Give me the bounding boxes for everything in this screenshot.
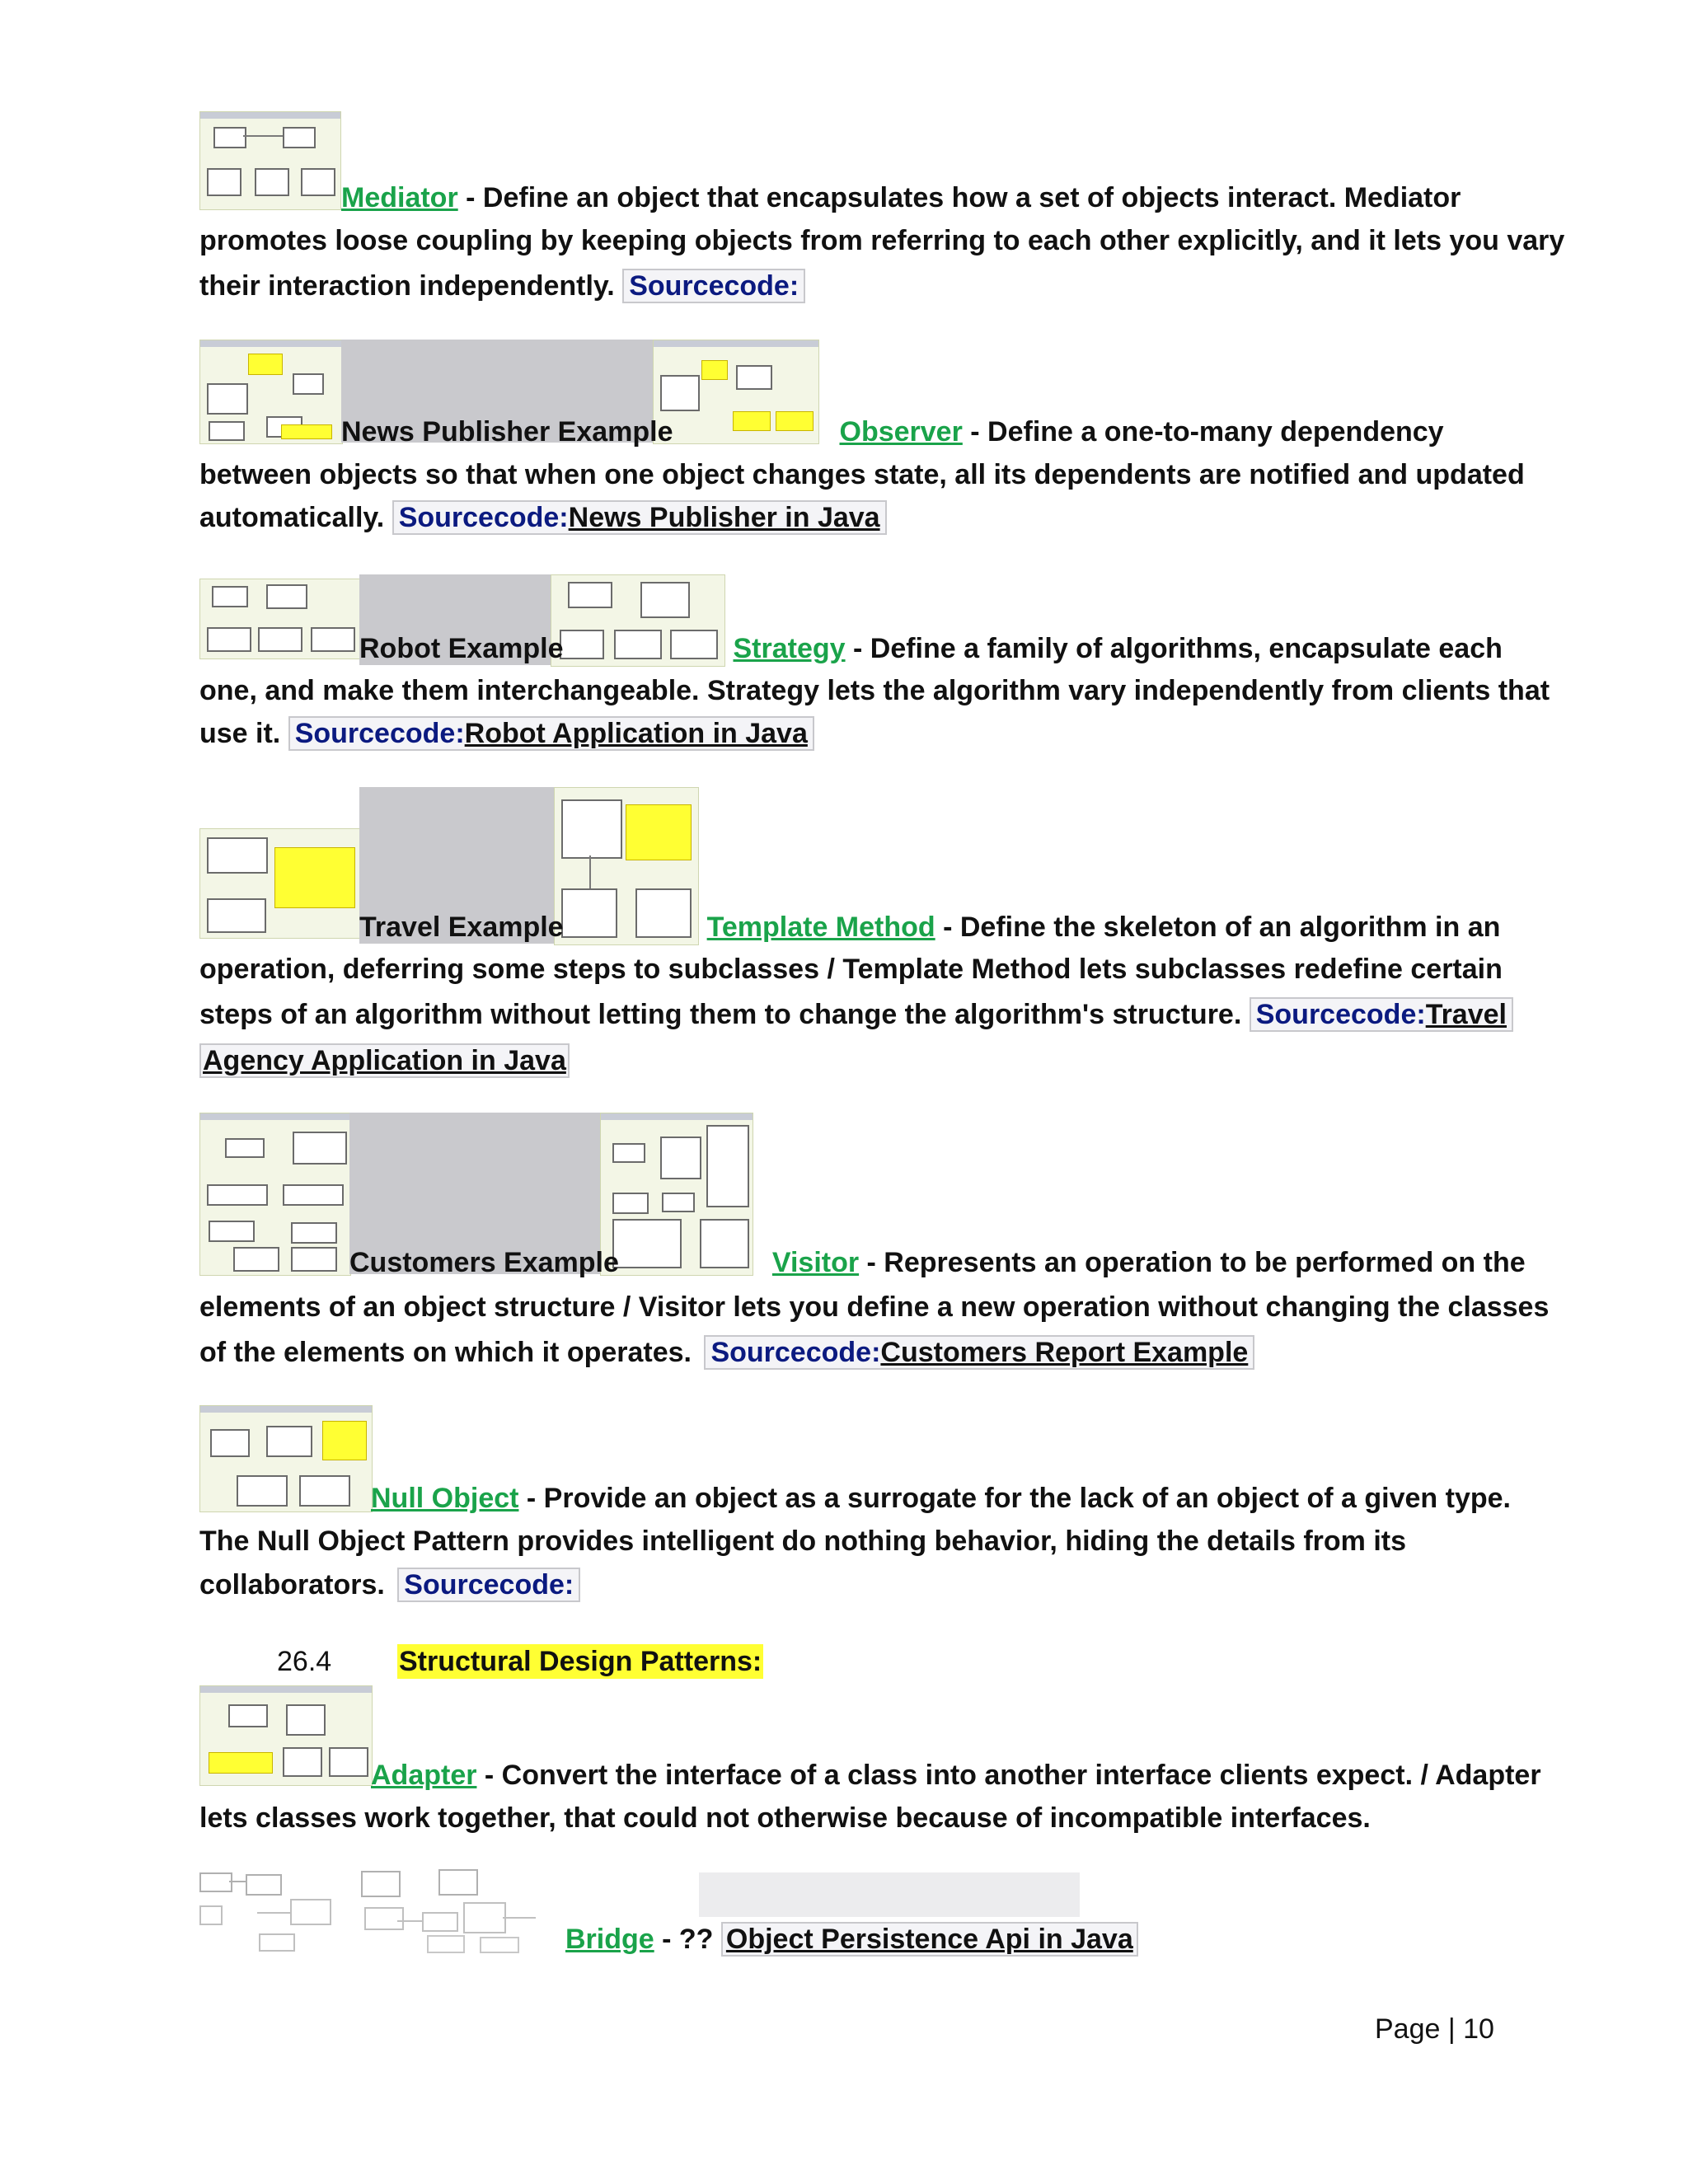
- strategy-line-2: one, and make them interchangeable. Strategy lets the algorithm vary independently from clients that: [199, 675, 1550, 706]
- strategy-diagram-thumbnail-1[interactable]: [199, 579, 361, 659]
- observer-sourcecode-box: [392, 500, 887, 535]
- mediator-line-2: promotes loose coupling by keeping objects from referring to each other explicitly, and it lets you vary: [199, 225, 1565, 256]
- template-method-link[interactable]: Template Method: [706, 912, 935, 943]
- template-method-example-label: Travel Example: [359, 912, 564, 943]
- visitor-line-1: [349, 1241, 1526, 1284]
- strategy-desc-1: - Define a family of algorithms, encapsulate each: [845, 633, 1503, 664]
- mediator-line-1: [341, 176, 1461, 219]
- observer-example-label: News Publisher Example: [341, 416, 673, 448]
- bridge-link[interactable]: Bridge: [565, 1924, 654, 1955]
- strategy-sourcecode-label[interactable]: Sourcecode:: [294, 718, 465, 749]
- strategy-link[interactable]: Strategy: [733, 633, 846, 664]
- mediator-link[interactable]: Mediator: [341, 182, 458, 213]
- mediator-line-3: [199, 265, 805, 307]
- observer-sourcecode-label[interactable]: Sourcecode:: [398, 502, 569, 533]
- bridge-separator: - ??: [654, 1924, 721, 1955]
- observer-line-3: [199, 496, 887, 539]
- visitor-sourcecode-box: [704, 1335, 1254, 1370]
- visitor-desc-1: - Represents an operation to be performed on the: [859, 1247, 1526, 1278]
- template-method-desc-1: - Define the skeleton of an algorithm in an: [935, 912, 1501, 943]
- observer-diagram-thumbnail-1[interactable]: [199, 340, 343, 444]
- visitor-source-link[interactable]: Customers Report Example: [880, 1337, 1249, 1368]
- observer-line-2: between objects so that when one object changes state, all its dependents are notified and updated: [199, 459, 1525, 490]
- template-method-sourcecode-box: [1250, 997, 1513, 1032]
- template-method-line-3: [199, 993, 1513, 1036]
- observer-source-link[interactable]: News Publisher in Java: [568, 502, 880, 533]
- page-number: Page | 10: [1375, 2013, 1494, 2045]
- visitor-example-label: Customers Example: [349, 1247, 619, 1278]
- strategy-desc-3: use it.: [199, 718, 281, 749]
- null-object-line-2: The Null Object Pattern provides intelligent do nothing behavior, hiding the details from its: [199, 1526, 1407, 1557]
- section-number: 26.4: [277, 1646, 332, 1677]
- observer-desc-3: automatically.: [199, 502, 385, 533]
- strategy-source-link[interactable]: Robot Application in Java: [464, 718, 808, 749]
- visitor-link[interactable]: Visitor: [771, 1247, 860, 1278]
- bridge-line-1: [565, 1918, 1138, 1961]
- template-method-source-link-a[interactable]: Travel: [1425, 999, 1507, 1030]
- visitor-desc-3: of the elements on which it operates.: [199, 1337, 692, 1368]
- strategy-sourcecode-box: [288, 716, 814, 751]
- observer-desc-1: - Define a one-to-many dependency: [962, 416, 1444, 448]
- visitor-diagram-thumbnail-1[interactable]: [199, 1113, 351, 1276]
- visitor-sourcecode-label[interactable]: Sourcecode:: [710, 1337, 881, 1368]
- template-method-source-link-b[interactable]: Agency Application in Java: [199, 1043, 570, 1078]
- null-object-desc-3: collaborators.: [199, 1569, 385, 1601]
- template-method-line-2: operation, deferring some steps to subclasses / Template Method lets subclasses redefine certain: [199, 954, 1503, 985]
- visitor-line-3: [199, 1331, 1254, 1374]
- adapter-desc-1: - Convert the interface of a class into another interface clients expect. / Adapter: [476, 1760, 1541, 1791]
- null-object-link[interactable]: Null Object: [371, 1483, 519, 1514]
- template-method-diagram-thumbnail-1[interactable]: [199, 828, 361, 939]
- template-method-line-4: [199, 1039, 570, 1082]
- template-method-sourcecode-label[interactable]: Sourcecode:: [1255, 999, 1426, 1030]
- observer-line-1: [341, 410, 1444, 453]
- mediator-sourcecode-label[interactable]: Sourcecode:: [622, 269, 805, 303]
- bridge-source-link[interactable]: Object Persistence Api in Java: [721, 1922, 1138, 1957]
- template-method-desc-3: steps of an algorithm without letting them to change the algorithm's structure.: [199, 999, 1242, 1030]
- adapter-line-2: lets classes work together, that could not otherwise because of incompatible interfaces.: [199, 1802, 1371, 1834]
- mediator-desc-1: - Define an object that encapsulates how a set of objects interact. Mediator: [457, 182, 1461, 213]
- template-method-line-1: [359, 906, 1500, 949]
- strategy-example-label: Robot Example: [359, 633, 564, 664]
- null-object-desc-1: - Provide an object as a surrogate for the lack of an object of a given type.: [518, 1483, 1511, 1514]
- mediator-diagram-thumbnail[interactable]: [199, 111, 341, 210]
- bridge-grey-panel: [699, 1872, 1080, 1917]
- visitor-line-2: elements of an object structure / Visitor lets you define a new operation without changing the classes: [199, 1291, 1550, 1323]
- section-title: Structural Design Patterns:: [399, 1646, 762, 1677]
- strategy-line-3: [199, 712, 814, 755]
- null-object-line-3: [199, 1563, 580, 1606]
- mediator-desc-3: their interaction independently.: [199, 270, 615, 302]
- strategy-line-1: [359, 627, 1503, 670]
- observer-link[interactable]: Observer: [839, 416, 963, 448]
- adapter-diagram-thumbnail[interactable]: [199, 1685, 373, 1786]
- adapter-line-1: [371, 1754, 1541, 1797]
- null-object-sourcecode-label[interactable]: Sourcecode:: [397, 1568, 580, 1602]
- bridge-diagram-thumbnail[interactable]: [199, 1869, 565, 1952]
- null-object-line-1: [371, 1477, 1511, 1520]
- null-object-diagram-thumbnail[interactable]: [199, 1405, 373, 1512]
- adapter-link[interactable]: Adapter: [371, 1760, 477, 1791]
